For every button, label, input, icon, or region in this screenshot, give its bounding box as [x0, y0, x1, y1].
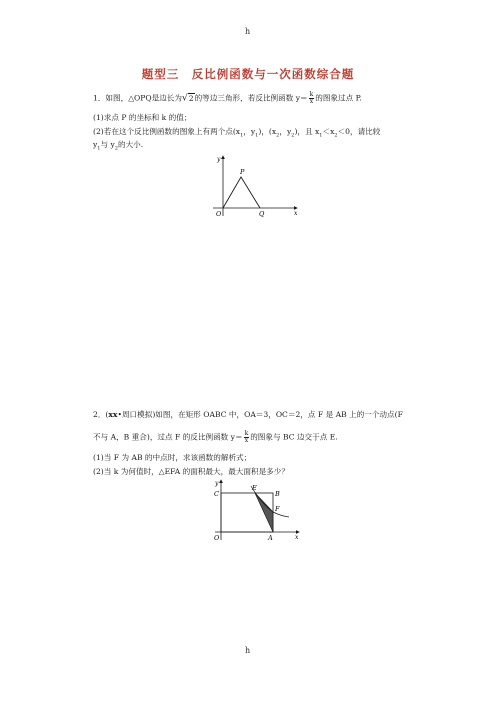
q1-intro: 1．如图，△OPQ是边长为√2的等边三角形，若反比例函数 y＝ $\frac{k}{x}$ 的图象过点 P.: [93, 91, 362, 105]
q1-fraction: $\frac{k}{x}$: [309, 91, 314, 105]
q2-number: 2: [93, 410, 98, 419]
q1-label-q: Q: [259, 210, 265, 218]
q2-label-y: y: [215, 480, 219, 487]
q2-label-c: C: [214, 490, 219, 498]
q2-part2: (2)当 k 为何值时，△EFA 的面积最大，最大面积是多少？: [93, 467, 289, 476]
q1-triangle-opq: [223, 177, 260, 208]
q2-intro-line2: 不与 A，B 重合)，过点 F 的反比例函数 y＝ $\frac{k}{x}$ 的图象与 BC 边交于点 E.: [93, 430, 338, 444]
q1-part1: (1)求点 P 的坐标和 k 的值；: [93, 113, 192, 122]
q1-part2: (2)若在这个反比例函数的图象上有两个点($x_1$，$y_1$)，($x_2$，$y_2$)，且 $x_1<x_2<0$，请比较: [93, 127, 381, 139]
q2-triangle-efa: [255, 493, 273, 532]
q1-label-p: P: [240, 168, 245, 176]
q2-label-b: B: [275, 490, 280, 498]
q2-label-x: x: [295, 534, 299, 541]
q2-figure: [207, 477, 303, 545]
q1-number: 1: [93, 93, 98, 103]
q1-label-x: x: [294, 210, 298, 217]
q2-label-f: F: [275, 505, 280, 513]
q2-source: xx: [108, 410, 118, 419]
q2-label-o: O: [214, 534, 220, 542]
q2-label-e: E: [252, 484, 257, 492]
q2-fraction: $\frac{k}{x}$: [244, 430, 249, 444]
header-mark: h: [245, 27, 251, 36]
q2-intro: 2．(xx•周口模拟)如图，在矩形 OABC 中，OA＝3，OC＝2，点 F 是 AB 上的一个动点(F: [93, 410, 403, 419]
footer-mark: h: [245, 646, 251, 655]
q1-label-y: y: [217, 156, 221, 163]
q2-label-a: A: [268, 534, 273, 542]
q1-sqrt: 2: [188, 93, 194, 103]
q1-part2-line2: $y_1$与 $y_2$的大小.: [93, 140, 144, 152]
q1-figure: [205, 150, 305, 222]
page-title: 题型三 反比例函数与一次函数综合题: [141, 67, 355, 81]
q1-label-o: O: [216, 210, 222, 218]
q2-part1: (1)当 F 为 AB 的中点时，求该函数的解析式；: [93, 453, 252, 462]
